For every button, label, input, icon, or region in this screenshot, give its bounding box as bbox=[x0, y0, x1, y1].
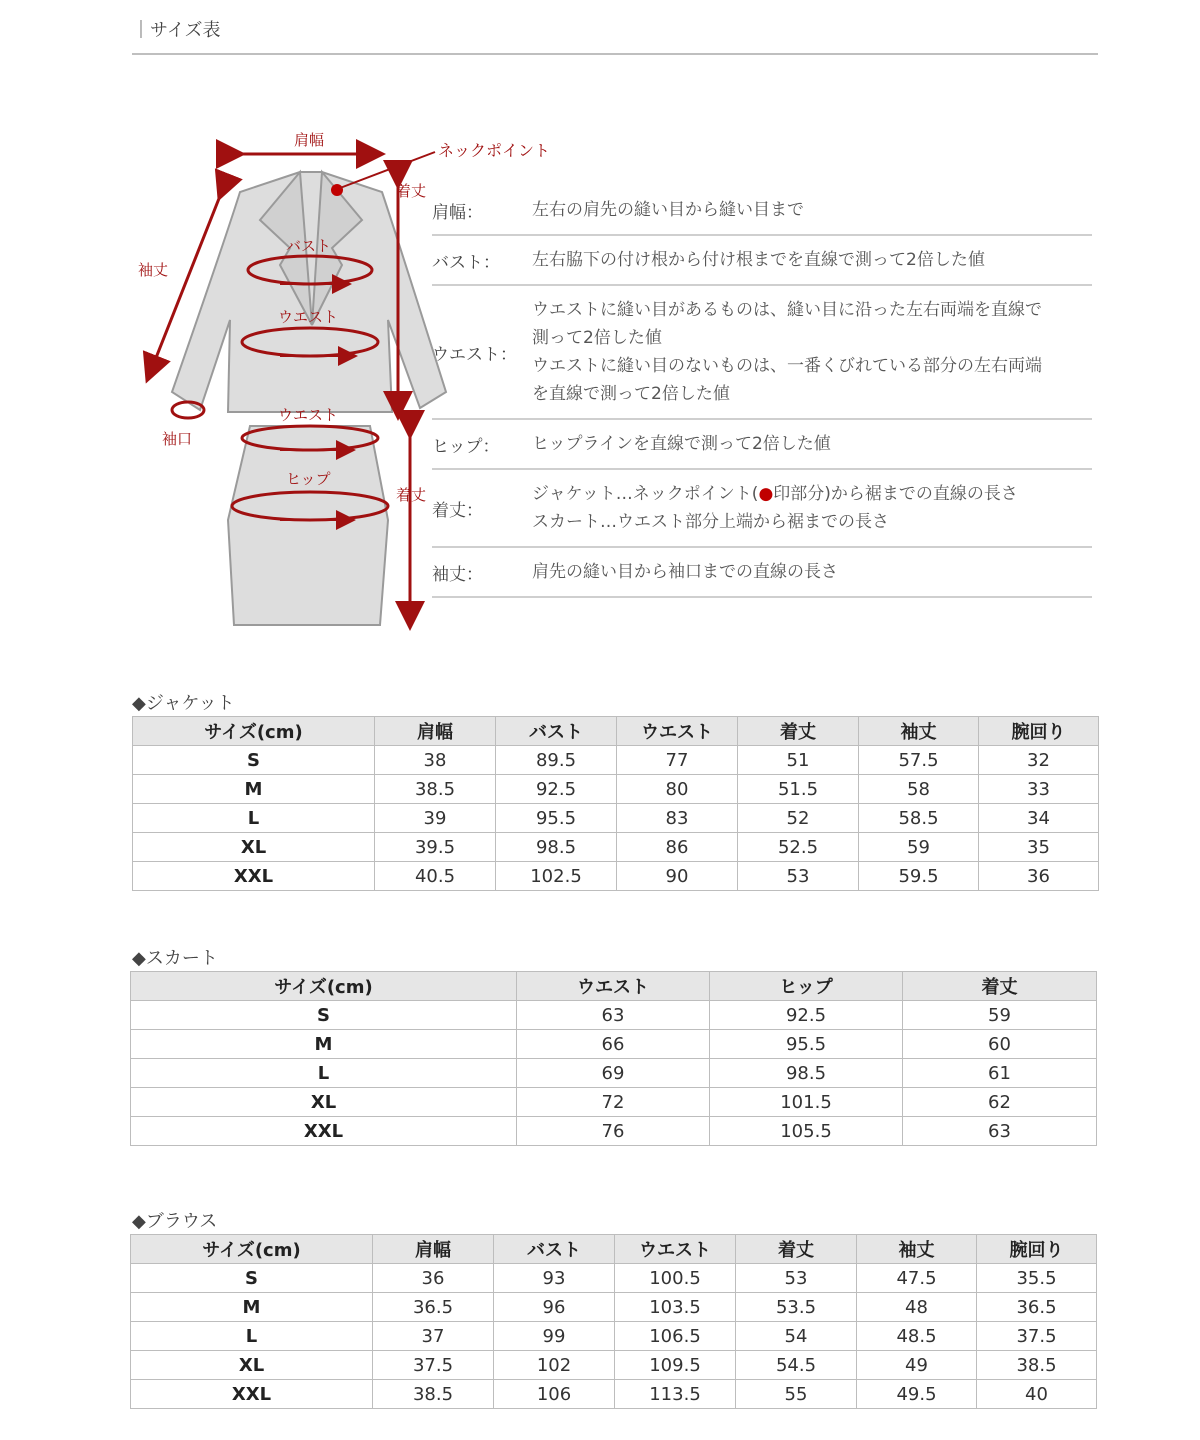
label-length-skirt: 着丈 bbox=[396, 486, 427, 504]
table-row bbox=[131, 1001, 1097, 1030]
definition-term: ヒップ： bbox=[432, 436, 500, 457]
label-sleeve: 袖丈 bbox=[138, 261, 169, 279]
value-cell: 98.5 bbox=[496, 833, 617, 862]
size-cell: L bbox=[131, 1322, 373, 1351]
neck-point-dot bbox=[331, 184, 343, 196]
definition-line bbox=[532, 480, 1092, 508]
value-cell: 106 bbox=[494, 1380, 615, 1409]
size-cell: XXL bbox=[131, 1380, 373, 1409]
header-shoulder: 肩幅 bbox=[373, 1235, 494, 1264]
definition-line: 肩先の縫い目から袖口までの直線の長さ bbox=[532, 562, 838, 582]
definition-term: バスト： bbox=[432, 252, 500, 273]
table-row bbox=[131, 1380, 1097, 1409]
definition-shoulder bbox=[432, 186, 1092, 236]
table-row bbox=[131, 1059, 1097, 1088]
value-cell: 38 bbox=[375, 746, 496, 775]
skirt-section-label: ◆スカート bbox=[132, 948, 218, 969]
value-cell: 38.5 bbox=[373, 1380, 494, 1409]
header-arm: 腕回り bbox=[979, 717, 1099, 746]
table-row bbox=[131, 1293, 1097, 1322]
value-cell: 54 bbox=[736, 1322, 857, 1351]
label-shoulder: 肩幅 bbox=[294, 131, 325, 149]
table-row bbox=[131, 1117, 1097, 1146]
definition-waist bbox=[432, 286, 1092, 420]
value-cell: 35 bbox=[979, 833, 1099, 862]
size-cell: XXL bbox=[133, 862, 375, 891]
definition-line: ウエストに縫い目のないものは、一番くびれている部分の左右両端 bbox=[532, 356, 1042, 376]
value-cell: 33 bbox=[979, 775, 1099, 804]
value-cell: 80 bbox=[617, 775, 738, 804]
value-cell: 95.5 bbox=[496, 804, 617, 833]
jacket-section-label: ◆ジャケット bbox=[132, 693, 235, 714]
definition-length bbox=[432, 470, 1092, 548]
definition-text bbox=[532, 196, 1092, 224]
definition-line: 左右の肩先の縫い目から縫い目まで bbox=[532, 200, 804, 220]
header-hip: ヒップ bbox=[710, 972, 903, 1001]
size-cell: M bbox=[133, 775, 375, 804]
value-cell: 48.5 bbox=[857, 1322, 977, 1351]
value-cell: 40.5 bbox=[375, 862, 496, 891]
value-cell: 66 bbox=[517, 1030, 710, 1059]
header-size: サイズ(cm) bbox=[131, 972, 517, 1001]
value-cell: 53 bbox=[738, 862, 859, 891]
header-waist: ウエスト bbox=[517, 972, 710, 1001]
value-cell: 99 bbox=[494, 1322, 615, 1351]
size-cell: XL bbox=[133, 833, 375, 862]
value-cell: 59 bbox=[859, 833, 979, 862]
value-cell: 93 bbox=[494, 1264, 615, 1293]
header-size: サイズ(cm) bbox=[133, 717, 375, 746]
definition-fragment: ジャケット…ネックポイント( bbox=[532, 484, 759, 504]
value-cell: 60 bbox=[903, 1030, 1097, 1059]
table-row bbox=[133, 746, 1099, 775]
header-sleeve: 袖丈 bbox=[857, 1235, 977, 1264]
value-cell: 90 bbox=[617, 862, 738, 891]
header-waist: ウエスト bbox=[615, 1235, 736, 1264]
definition-line: 測って2倍した値 bbox=[532, 328, 662, 348]
measurement-definitions bbox=[432, 186, 1092, 598]
definition-hip bbox=[432, 420, 1092, 470]
value-cell: 55 bbox=[736, 1380, 857, 1409]
size-cell: S bbox=[131, 1001, 517, 1030]
value-cell: 62 bbox=[903, 1088, 1097, 1117]
page-title: ｜サイズ表 bbox=[132, 20, 221, 41]
size-cell: S bbox=[131, 1264, 373, 1293]
value-cell: 106.5 bbox=[615, 1322, 736, 1351]
value-cell: 36 bbox=[979, 862, 1099, 891]
table-row bbox=[133, 775, 1099, 804]
value-cell: 103.5 bbox=[615, 1293, 736, 1322]
value-cell: 37 bbox=[373, 1322, 494, 1351]
table-header-row bbox=[133, 717, 1099, 746]
definition-term: 着丈： bbox=[432, 500, 483, 521]
header-shoulder: 肩幅 bbox=[375, 717, 496, 746]
value-cell: 101.5 bbox=[710, 1088, 903, 1117]
definition-text bbox=[532, 430, 1092, 458]
value-cell: 32 bbox=[979, 746, 1099, 775]
value-cell: 89.5 bbox=[496, 746, 617, 775]
label-bust: バスト bbox=[286, 237, 332, 255]
value-cell: 98.5 bbox=[710, 1059, 903, 1088]
value-cell: 58.5 bbox=[859, 804, 979, 833]
definition-fragment: 印部分)から裾までの直線の長さ bbox=[773, 484, 1018, 504]
value-cell: 36.5 bbox=[373, 1293, 494, 1322]
table-header-row bbox=[131, 1235, 1097, 1264]
value-cell: 63 bbox=[517, 1001, 710, 1030]
value-cell: 95.5 bbox=[710, 1030, 903, 1059]
value-cell: 58 bbox=[859, 775, 979, 804]
size-cell: L bbox=[133, 804, 375, 833]
definition-bust bbox=[432, 236, 1092, 286]
header-bust: バスト bbox=[496, 717, 617, 746]
value-cell: 37.5 bbox=[373, 1351, 494, 1380]
value-cell: 59.5 bbox=[859, 862, 979, 891]
value-cell: 34 bbox=[979, 804, 1099, 833]
value-cell: 63 bbox=[903, 1117, 1097, 1146]
value-cell: 36.5 bbox=[977, 1293, 1097, 1322]
value-cell: 92.5 bbox=[710, 1001, 903, 1030]
table-row bbox=[131, 1088, 1097, 1117]
label-waist-jacket: ウエスト bbox=[278, 308, 339, 326]
label-hip: ヒップ bbox=[286, 470, 331, 488]
value-cell: 96 bbox=[494, 1293, 615, 1322]
table-row bbox=[133, 833, 1099, 862]
definition-line: ウエストに縫い目があるものは、縫い目に沿った左右両端を直線で bbox=[532, 300, 1042, 320]
table-row bbox=[133, 862, 1099, 891]
definition-term: 袖丈： bbox=[432, 564, 483, 585]
value-cell: 40 bbox=[977, 1380, 1097, 1409]
value-cell: 105.5 bbox=[710, 1117, 903, 1146]
value-cell: 61 bbox=[903, 1059, 1097, 1088]
definition-term: 肩幅： bbox=[432, 202, 483, 223]
table-row bbox=[131, 1322, 1097, 1351]
label-waist-skirt: ウエスト bbox=[278, 406, 339, 424]
value-cell: 51 bbox=[738, 746, 859, 775]
header-sleeve: 袖丈 bbox=[859, 717, 979, 746]
table-row bbox=[131, 1351, 1097, 1380]
value-cell: 100.5 bbox=[615, 1264, 736, 1293]
size-cell: M bbox=[131, 1293, 373, 1322]
value-cell: 69 bbox=[517, 1059, 710, 1088]
size-cell: XL bbox=[131, 1088, 517, 1117]
value-cell: 51.5 bbox=[738, 775, 859, 804]
definition-text bbox=[532, 296, 1092, 408]
size-cell: M bbox=[131, 1030, 517, 1059]
value-cell: 36 bbox=[373, 1264, 494, 1293]
size-cell: XXL bbox=[131, 1117, 517, 1146]
value-cell: 39.5 bbox=[375, 833, 496, 862]
value-cell: 37.5 bbox=[977, 1322, 1097, 1351]
definition-line: を直線で測って2倍した値 bbox=[532, 384, 730, 404]
value-cell: 86 bbox=[617, 833, 738, 862]
value-cell: 57.5 bbox=[859, 746, 979, 775]
size-cell: L bbox=[131, 1059, 517, 1088]
red-dot-icon: ● bbox=[758, 484, 774, 504]
value-cell: 53 bbox=[736, 1264, 857, 1293]
value-cell: 59 bbox=[903, 1001, 1097, 1030]
value-cell: 35.5 bbox=[977, 1264, 1097, 1293]
value-cell: 83 bbox=[617, 804, 738, 833]
value-cell: 49 bbox=[857, 1351, 977, 1380]
value-cell: 76 bbox=[517, 1117, 710, 1146]
table-row bbox=[133, 804, 1099, 833]
header-length: 着丈 bbox=[903, 972, 1097, 1001]
value-cell: 47.5 bbox=[857, 1264, 977, 1293]
blouse-size-table bbox=[130, 1234, 1097, 1409]
label-length-top: 着丈 bbox=[396, 182, 427, 200]
table-row bbox=[131, 1030, 1097, 1059]
value-cell: 53.5 bbox=[736, 1293, 857, 1322]
value-cell: 38.5 bbox=[375, 775, 496, 804]
definition-sleeve bbox=[432, 548, 1092, 598]
definition-term: ウエスト： bbox=[432, 344, 517, 365]
skirt-size-table bbox=[130, 971, 1097, 1146]
header-length: 着丈 bbox=[736, 1235, 857, 1264]
value-cell: 77 bbox=[617, 746, 738, 775]
value-cell: 113.5 bbox=[615, 1380, 736, 1409]
size-cell: S bbox=[133, 746, 375, 775]
value-cell: 72 bbox=[517, 1088, 710, 1117]
value-cell: 109.5 bbox=[615, 1351, 736, 1380]
header-bust: バスト bbox=[494, 1235, 615, 1264]
table-row bbox=[131, 1264, 1097, 1293]
value-cell: 38.5 bbox=[977, 1351, 1097, 1380]
definition-line: 左右脇下の付け根から付け根までを直線で測って2倍した値 bbox=[532, 250, 985, 270]
blouse-section-label: ◆ブラウス bbox=[132, 1211, 218, 1232]
jacket-size-table bbox=[132, 716, 1099, 891]
table-header-row bbox=[131, 972, 1097, 1001]
size-cell: XL bbox=[131, 1351, 373, 1380]
label-cuff: 袖口 bbox=[162, 430, 193, 448]
header-length: 着丈 bbox=[738, 717, 859, 746]
definition-text bbox=[532, 558, 1092, 586]
value-cell: 102.5 bbox=[496, 862, 617, 891]
definition-line: スカート…ウエスト部分上端から裾までの長さ bbox=[532, 512, 889, 532]
definition-text bbox=[532, 246, 1092, 274]
value-cell: 48 bbox=[857, 1293, 977, 1322]
skirt-silhouette bbox=[228, 426, 388, 625]
definition-line: ヒップラインを直線で測って2倍した値 bbox=[532, 434, 831, 454]
value-cell: 49.5 bbox=[857, 1380, 977, 1409]
value-cell: 39 bbox=[375, 804, 496, 833]
value-cell: 102 bbox=[494, 1351, 615, 1380]
header-arm: 腕回り bbox=[977, 1235, 1097, 1264]
title-divider bbox=[132, 53, 1098, 55]
value-cell: 52.5 bbox=[738, 833, 859, 862]
header-waist: ウエスト bbox=[617, 717, 738, 746]
label-neck-point: ネックポイント bbox=[438, 141, 551, 160]
value-cell: 52 bbox=[738, 804, 859, 833]
definition-text bbox=[532, 480, 1092, 536]
header-size: サイズ(cm) bbox=[131, 1235, 373, 1264]
value-cell: 92.5 bbox=[496, 775, 617, 804]
value-cell: 54.5 bbox=[736, 1351, 857, 1380]
